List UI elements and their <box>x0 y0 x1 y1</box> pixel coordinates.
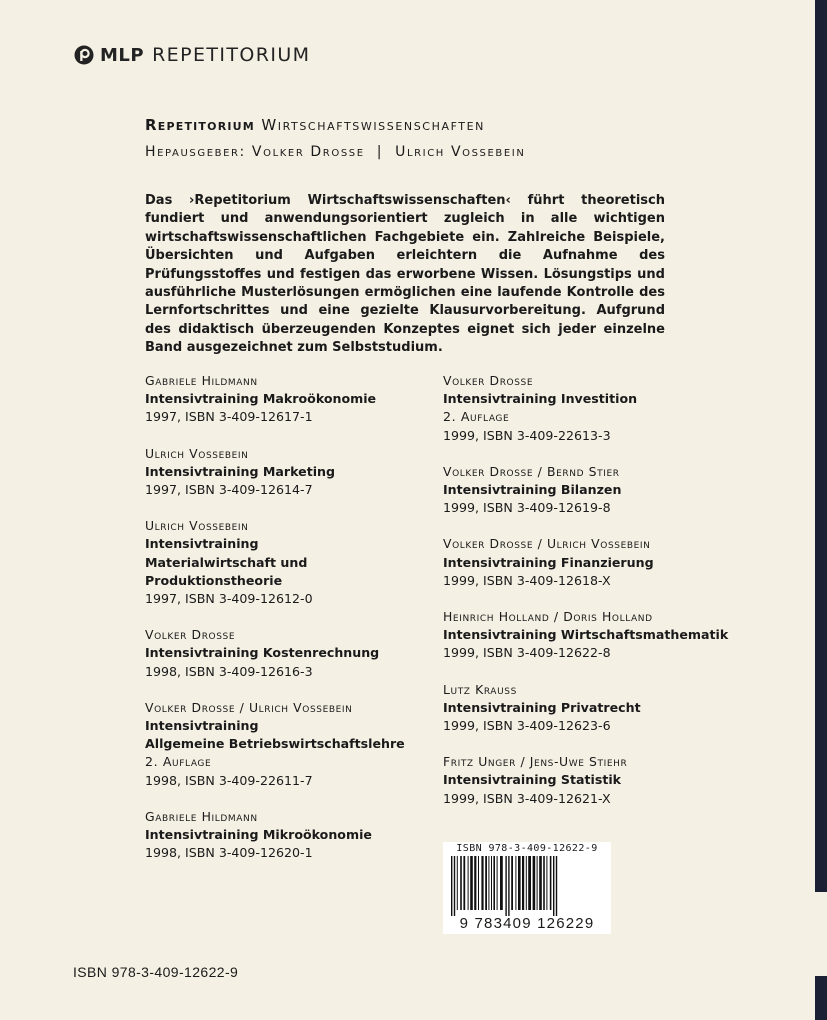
barcode-bar <box>488 856 489 910</box>
book-title: Intensivtraining Finanzierung <box>443 554 654 570</box>
barcode-bar <box>481 856 483 910</box>
book-author: Volker Drosse / Ulrich Vossebein <box>443 536 651 552</box>
book-entry <box>443 372 783 445</box>
book-publication: 1999, ISBN 3-409-12618-X <box>443 572 611 588</box>
barcode-bar <box>556 856 557 916</box>
series-word-bold: Repetitorium <box>145 116 255 134</box>
book-publication: 1998, ISBN 3-409-22611-7 <box>145 772 313 788</box>
isbn-bottom: ISBN 978-3-409-12622-9 <box>73 964 239 980</box>
book-entry <box>145 445 445 500</box>
book-entry <box>443 463 783 518</box>
barcode-bar <box>474 856 476 910</box>
book-author: Gabriele Hildmann <box>145 373 258 388</box>
book-list-left <box>145 372 445 880</box>
barcode-bar <box>533 856 536 910</box>
editors-line <box>145 144 525 160</box>
book-publication: 1999, ISBN 3-409-12622-8 <box>443 645 611 661</box>
book-title: Intensivtraining Investition <box>443 391 638 407</box>
book-publication: 1999, ISBN 3-409-12619-8 <box>443 500 611 516</box>
barcode-bar <box>457 856 458 910</box>
book-author: Lutz Krauss <box>443 681 517 697</box>
publisher-logo <box>74 40 310 70</box>
book-publication: 1999, ISBN 3-409-12621-X <box>443 790 611 806</box>
book-title: Allgemeine Betriebswirtschaftslehre <box>145 736 405 752</box>
barcode-bar <box>543 856 545 910</box>
barcode-bar <box>497 856 498 910</box>
barcode-bar <box>478 856 479 910</box>
barcode <box>443 842 611 934</box>
barcode-bar <box>526 856 527 910</box>
book-author: Ulrich Vossebein <box>145 518 249 534</box>
barcode-bar <box>460 856 462 910</box>
book-entry <box>443 681 783 736</box>
barcode-bar <box>500 856 503 910</box>
book-edition: 2. Auflage <box>443 409 510 425</box>
intro-paragraph: Das ›Repetitorium Wirtschaftswissenschaften‹ führt theoretisch fundiert und anwendungsorientiert zugleich in alle wichtigen wirtschaftswissenschaftlichen Fachgebiete ein. Zahlreiche Beispiele, Übersichten und Aufgaben erleichtern die Aufnahme des Prüfungsstoffes und festigen das erworbene Wissen. Lösungstips und ausführliche Musterlösungen ermöglichen eine laufende Kontrolle des Lernfortschrittes und eine gezielte Klausurvorbereitung. Aufgrund des didaktisch überzeugenden Konzeptes eignet sich jeder einzelne Band ausgezeichnet zum Selbststudium. <box>145 193 665 356</box>
book-author: Volker Drosse / Bernd Stier <box>443 463 620 479</box>
book-title: Intensivtraining Mikroökonomie <box>145 827 372 843</box>
barcode-bar <box>468 856 469 910</box>
barcode-bar <box>485 856 487 910</box>
book-publication: 1997, ISBN 3-409-12612-0 <box>145 591 313 607</box>
editor-1: Volker Drosse <box>251 144 365 160</box>
book-entry <box>145 517 445 608</box>
barcode-bar <box>511 856 513 910</box>
mlp-logo-icon <box>74 45 94 65</box>
barcode-bar <box>522 856 524 910</box>
barcode-bar <box>463 856 465 910</box>
barcode-bar <box>546 856 547 910</box>
book-author: Heinrich Holland / Doris Holland <box>443 609 653 625</box>
book-title: Intensivtraining Makroökonomie <box>145 391 377 407</box>
book-edition: 2. Auflage <box>145 754 212 770</box>
book-author: Gabriele Hildmann <box>145 808 258 824</box>
book-entry <box>443 608 783 663</box>
book-title: Intensivtraining Marketing <box>145 463 336 479</box>
barcode-bar <box>470 856 473 910</box>
barcode-bars <box>449 856 605 916</box>
book-entry <box>443 753 783 808</box>
book-entry <box>145 626 445 681</box>
barcode-bar <box>528 856 531 910</box>
book-title: Intensivtraining <box>145 718 259 734</box>
book-publication: 1997, ISBN 3-409-12617-1 <box>145 409 313 425</box>
logo-series: REPETITORIUM <box>152 44 311 66</box>
barcode-bar <box>537 856 538 910</box>
book-entry <box>443 535 783 590</box>
book-title: Materialwirtschaft und <box>145 554 308 570</box>
barcode-digits: 9 783409 126229 <box>459 915 595 932</box>
book-publication: 1998, ISBN 3-409-12616-3 <box>145 663 313 679</box>
barcode-bar <box>493 856 495 910</box>
book-publication: 1999, ISBN 3-409-12623-6 <box>443 718 611 734</box>
book-list-right <box>443 372 783 826</box>
spine-band-top <box>815 0 827 892</box>
barcode-bar <box>539 856 542 910</box>
barcode-bar <box>451 856 452 916</box>
book-author: Volker Drosse <box>145 627 236 643</box>
book-publication: 1998, ISBN 3-409-12620-1 <box>145 845 313 861</box>
book-entry <box>145 372 445 427</box>
series-title <box>145 116 485 134</box>
barcode-bar <box>454 856 455 916</box>
editor-2: Ulrich Vossebein <box>395 144 526 160</box>
book-title: Intensivtraining <box>145 536 259 552</box>
book-publication: 1999, ISBN 3-409-22613-3 <box>443 427 611 443</box>
barcode-bar <box>518 856 521 910</box>
book-entry <box>145 808 445 863</box>
book-title: Intensivtraining Bilanzen <box>443 482 622 498</box>
barcode-bar <box>550 856 552 910</box>
book-title: Produktionstheorie <box>145 572 283 588</box>
book-title: Intensivtraining Statistik <box>443 772 622 788</box>
series-word: Wirtschaftswissenschaften <box>261 116 486 134</box>
barcode-bar <box>553 856 554 916</box>
book-publication: 1997, ISBN 3-409-12614-7 <box>145 482 313 498</box>
logo-brand: MLP <box>100 44 145 66</box>
barcode-bar <box>515 856 516 910</box>
spine-band-bottom <box>815 976 827 1020</box>
book-title: Intensivtraining Privatrecht <box>443 699 641 715</box>
barcode-bar <box>508 856 509 916</box>
book-author: Volker Drosse <box>443 373 534 388</box>
book-author: Volker Drosse / Ulrich Vossebein <box>145 699 353 715</box>
editor-separator: | <box>376 144 384 160</box>
book-entry <box>145 699 445 790</box>
barcode-isbn-text: ISBN 978-3-409-12622-9 <box>456 843 598 854</box>
barcode-bar <box>505 856 506 916</box>
book-title: Intensivtraining Wirtschaftsmathematik <box>443 627 729 643</box>
editors-label: Hepausgeber: <box>145 144 246 160</box>
barcode-bar <box>491 856 492 910</box>
book-title: Intensivtraining Kostenrechnung <box>145 645 380 661</box>
book-author: Ulrich Vossebein <box>145 445 249 461</box>
book-author: Fritz Unger / Jens-Uwe Stiehr <box>443 754 628 770</box>
